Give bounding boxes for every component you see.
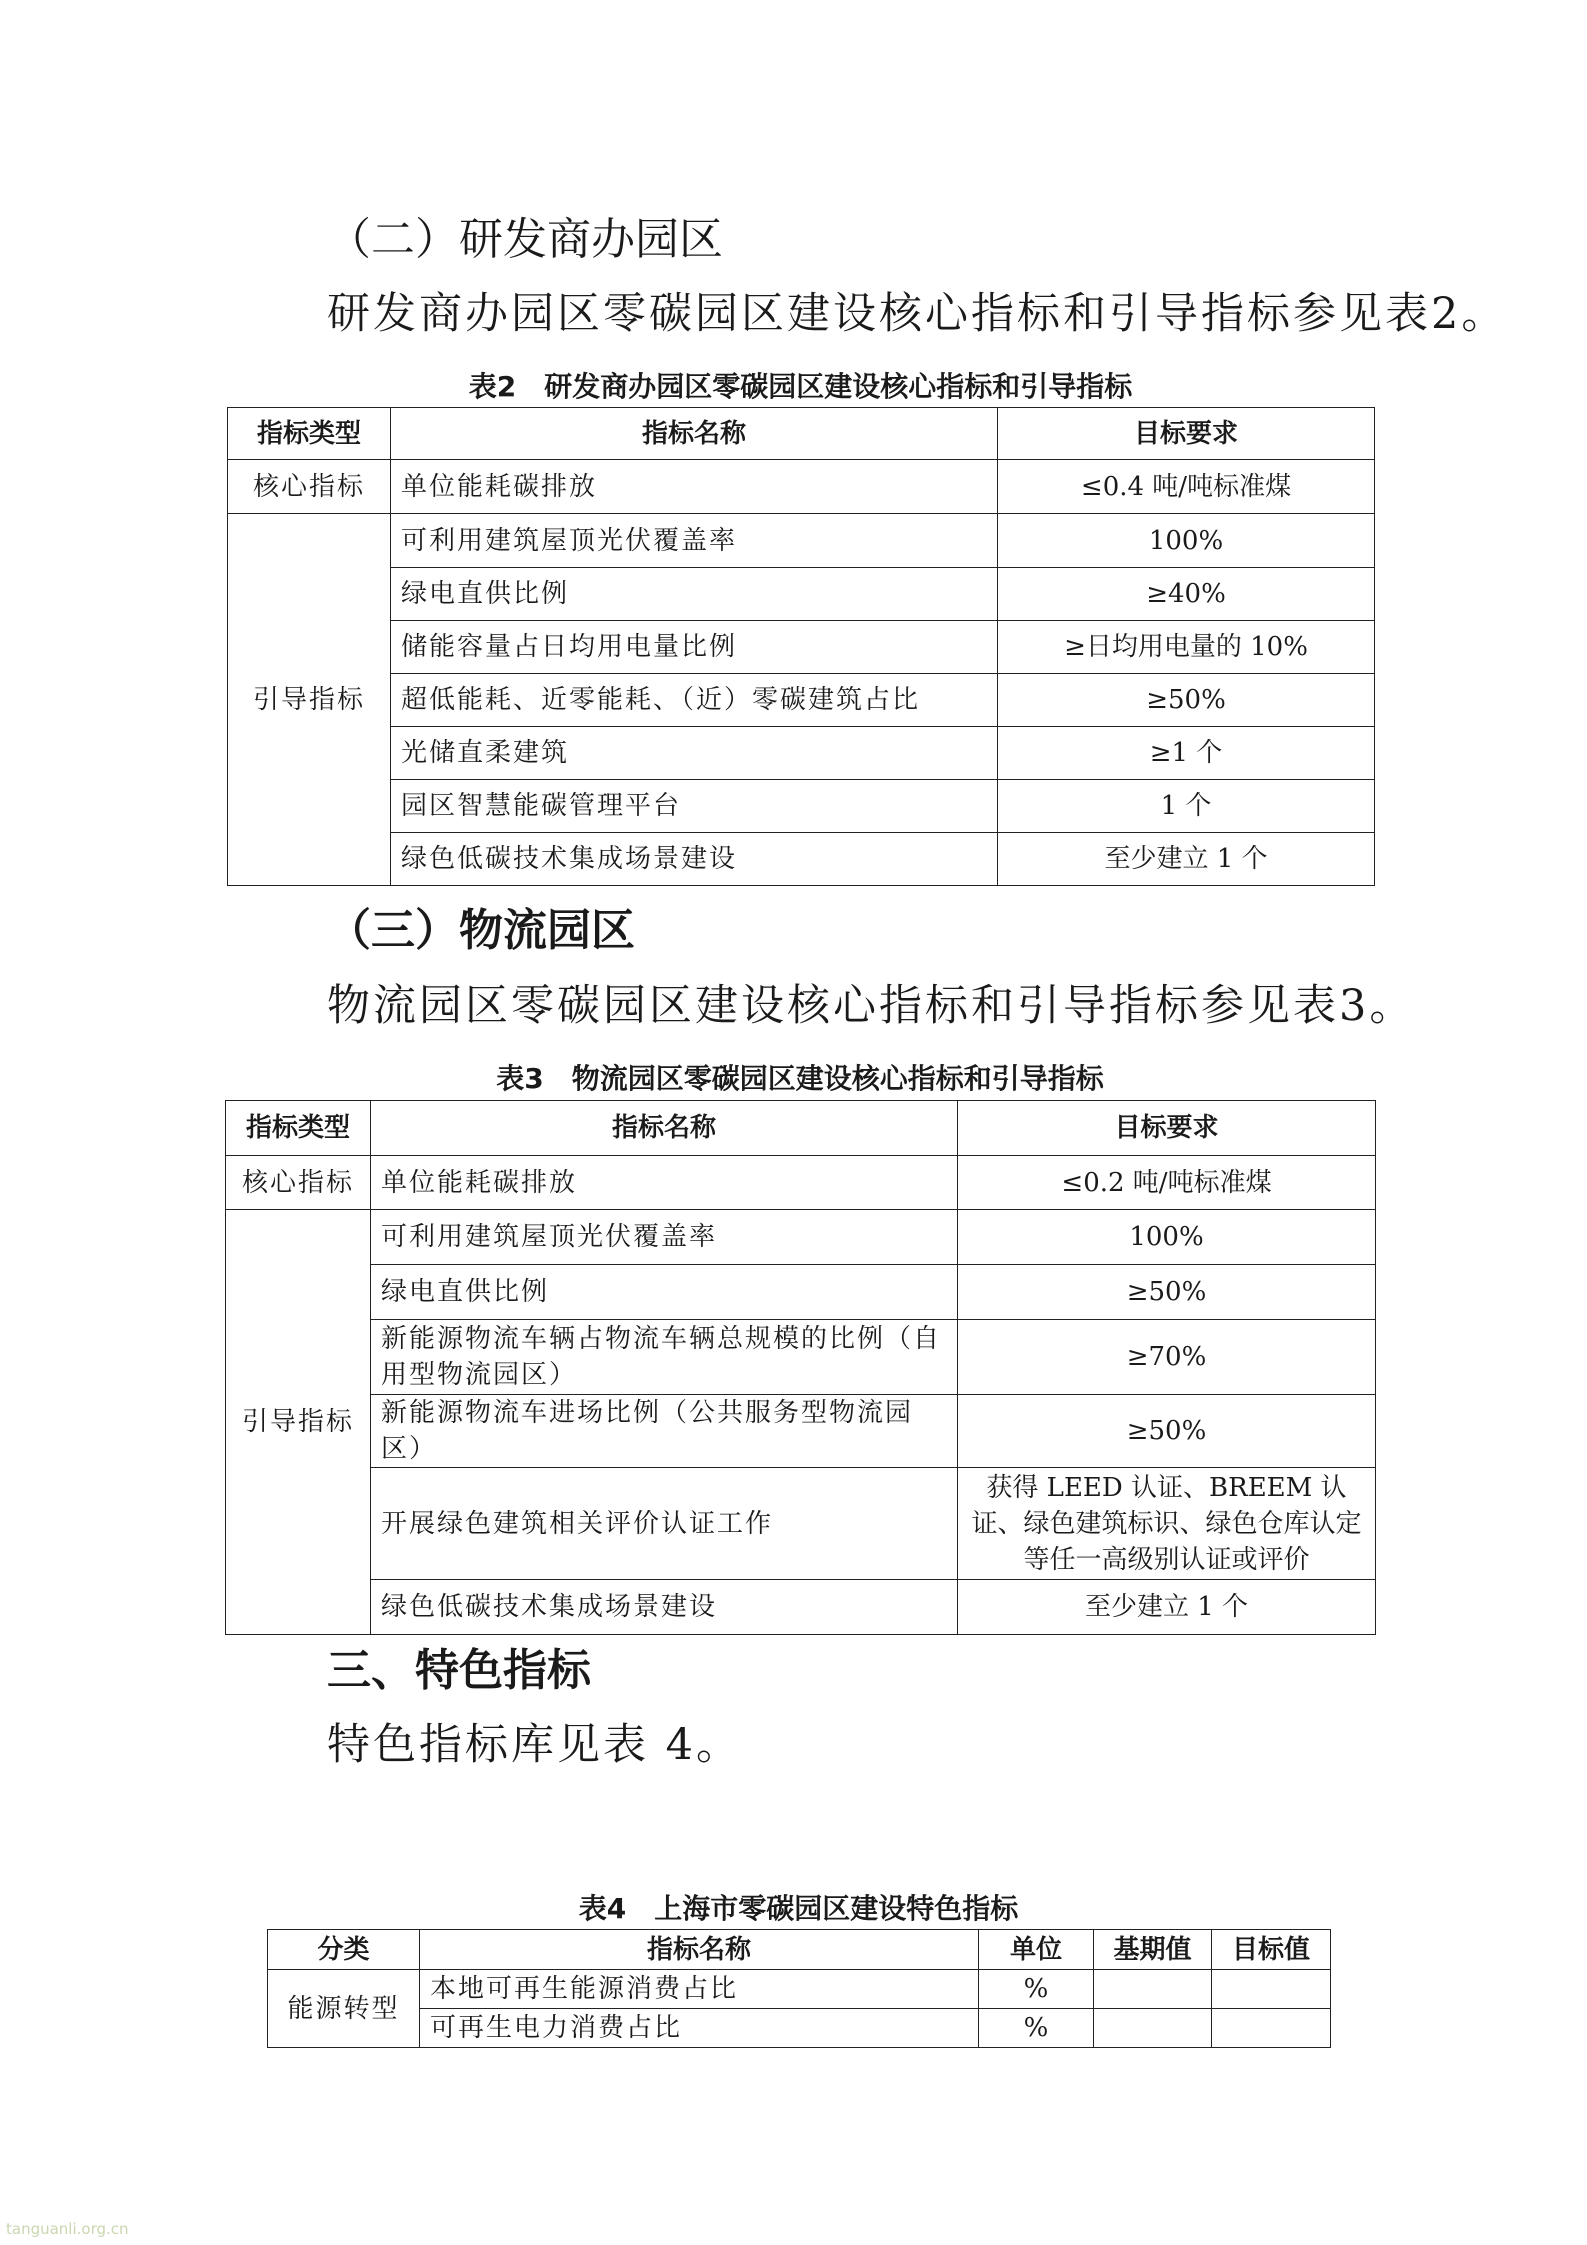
table-row (228, 621, 1375, 674)
indicator-name: 超低能耗、近零能耗、（近）零碳建筑占比 (391, 674, 998, 727)
guide-indicator-label: 引导指标 (228, 514, 391, 886)
guide-indicator-label: 引导指标 (226, 1210, 371, 1635)
table3-header-type: 指标类型 (226, 1101, 371, 1156)
section2-heading: （二）研发商办园区 (327, 214, 723, 265)
indicator-unit: % (979, 1970, 1094, 2009)
indicator-name: 新能源物流车辆占物流车辆总规模的比例（自用型物流园区） (371, 1320, 958, 1395)
indicator-name: 开展绿色建筑相关评价认证工作 (371, 1468, 958, 1580)
table2-caption: 表2 研发商办园区零碳园区建设核心指标和引导指标 (468, 370, 1133, 403)
indicator-name: 新能源物流车进场比例（公共服务型物流园区） (371, 1395, 958, 1468)
table3-header-row (226, 1101, 1376, 1156)
table-row (228, 514, 1375, 568)
watermark: tanguanli.org.cn (6, 2220, 129, 2238)
indicator-target: 至少建立 1 个 (958, 1580, 1376, 1635)
indicator-target: ≥50% (958, 1265, 1376, 1320)
table-row (226, 1580, 1376, 1635)
section2-intro: 研发商办园区零碳园区建设核心指标和引导指标参见表2。 (327, 289, 1508, 339)
table4-caption: 表4 上海市零碳园区建设特色指标 (578, 1892, 1019, 1925)
section3-heading: （三）物流园区 (327, 905, 635, 956)
indicator-name: 可再生电力消费占比 (420, 2009, 979, 2048)
table4-header-category: 分类 (268, 1930, 420, 1970)
core-indicator-label: 核心指标 (226, 1156, 371, 1210)
indicator-name: 可利用建筑屋顶光伏覆盖率 (371, 1210, 958, 1265)
indicator-name: 可利用建筑屋顶光伏覆盖率 (391, 514, 998, 568)
indicator-name: 绿电直供比例 (371, 1265, 958, 1320)
table4-header-base: 基期值 (1094, 1930, 1212, 1970)
indicator-target: ≥1 个 (998, 727, 1375, 780)
table2 (227, 407, 1375, 886)
table2-header-row (228, 408, 1375, 460)
table-row (226, 1320, 1376, 1395)
indicator-target: ≥70% (958, 1320, 1376, 1395)
indicator-name: 绿电直供比例 (391, 568, 998, 621)
indicator-target: 100% (998, 514, 1375, 568)
indicator-target (1212, 1970, 1331, 2009)
indicator-name: 绿色低碳技术集成场景建设 (391, 833, 998, 886)
table-row (226, 1395, 1376, 1468)
indicator-target: 1 个 (998, 780, 1375, 833)
table-row (226, 1210, 1376, 1265)
table-row (268, 1970, 1331, 2009)
table4-header-target: 目标值 (1212, 1930, 1331, 1970)
table-row (228, 780, 1375, 833)
indicator-base (1094, 1970, 1212, 2009)
table3 (225, 1100, 1376, 1635)
table4-header-name: 指标名称 (420, 1930, 979, 1970)
indicator-unit: % (979, 2009, 1094, 2048)
table-row (226, 1265, 1376, 1320)
table-row (228, 568, 1375, 621)
indicator-target: 100% (958, 1210, 1376, 1265)
indicator-name: 光储直柔建筑 (391, 727, 998, 780)
indicator-name: 本地可再生能源消费占比 (420, 1970, 979, 2009)
table-row (268, 2009, 1331, 2048)
indicator-target: ≤0.2 吨/吨标准煤 (958, 1156, 1376, 1210)
indicator-target: ≤0.4 吨/吨标准煤 (998, 460, 1375, 514)
section3-intro: 物流园区零碳园区建设核心指标和引导指标参见表3。 (327, 981, 1416, 1031)
indicator-target: ≥50% (998, 674, 1375, 727)
table4-header-unit: 单位 (979, 1930, 1094, 1970)
features-heading: 三、特色指标 (327, 1645, 591, 1696)
core-indicator-label: 核心指标 (228, 460, 391, 514)
table-row (228, 460, 1375, 514)
table-row (228, 727, 1375, 780)
indicator-name: 单位能耗碳排放 (371, 1156, 958, 1210)
indicator-target: ≥日均用电量的 10% (998, 621, 1375, 674)
table-row (228, 833, 1375, 886)
indicator-base (1094, 2009, 1212, 2048)
table2-header-target: 目标要求 (998, 408, 1375, 460)
table-row (226, 1156, 1376, 1210)
table4-header-row (268, 1930, 1331, 1970)
table2-header-name: 指标名称 (391, 408, 998, 460)
table3-header-target: 目标要求 (958, 1101, 1376, 1156)
indicator-target (1212, 2009, 1331, 2048)
indicator-target: ≥50% (958, 1395, 1376, 1468)
indicator-name: 园区智慧能碳管理平台 (391, 780, 998, 833)
indicator-target: 至少建立 1 个 (998, 833, 1375, 886)
table4-category: 能源转型 (268, 1970, 420, 2048)
indicator-name: 绿色低碳技术集成场景建设 (371, 1580, 958, 1635)
table4 (267, 1929, 1331, 2048)
table-row (226, 1468, 1376, 1580)
table3-caption: 表3 物流园区零碳园区建设核心指标和引导指标 (496, 1062, 1104, 1095)
indicator-target: ≥40% (998, 568, 1375, 621)
features-intro: 特色指标库见表 4。 (327, 1720, 743, 1770)
indicator-name: 单位能耗碳排放 (391, 460, 998, 514)
indicator-name: 储能容量占日均用电量比例 (391, 621, 998, 674)
table-row (228, 674, 1375, 727)
indicator-target: 获得 LEED 认证、BREEM 认证、绿色建筑标识、绿色仓库认定等任一高级别认证或评价 (958, 1468, 1376, 1580)
table3-header-name: 指标名称 (371, 1101, 958, 1156)
table2-header-type: 指标类型 (228, 408, 391, 460)
